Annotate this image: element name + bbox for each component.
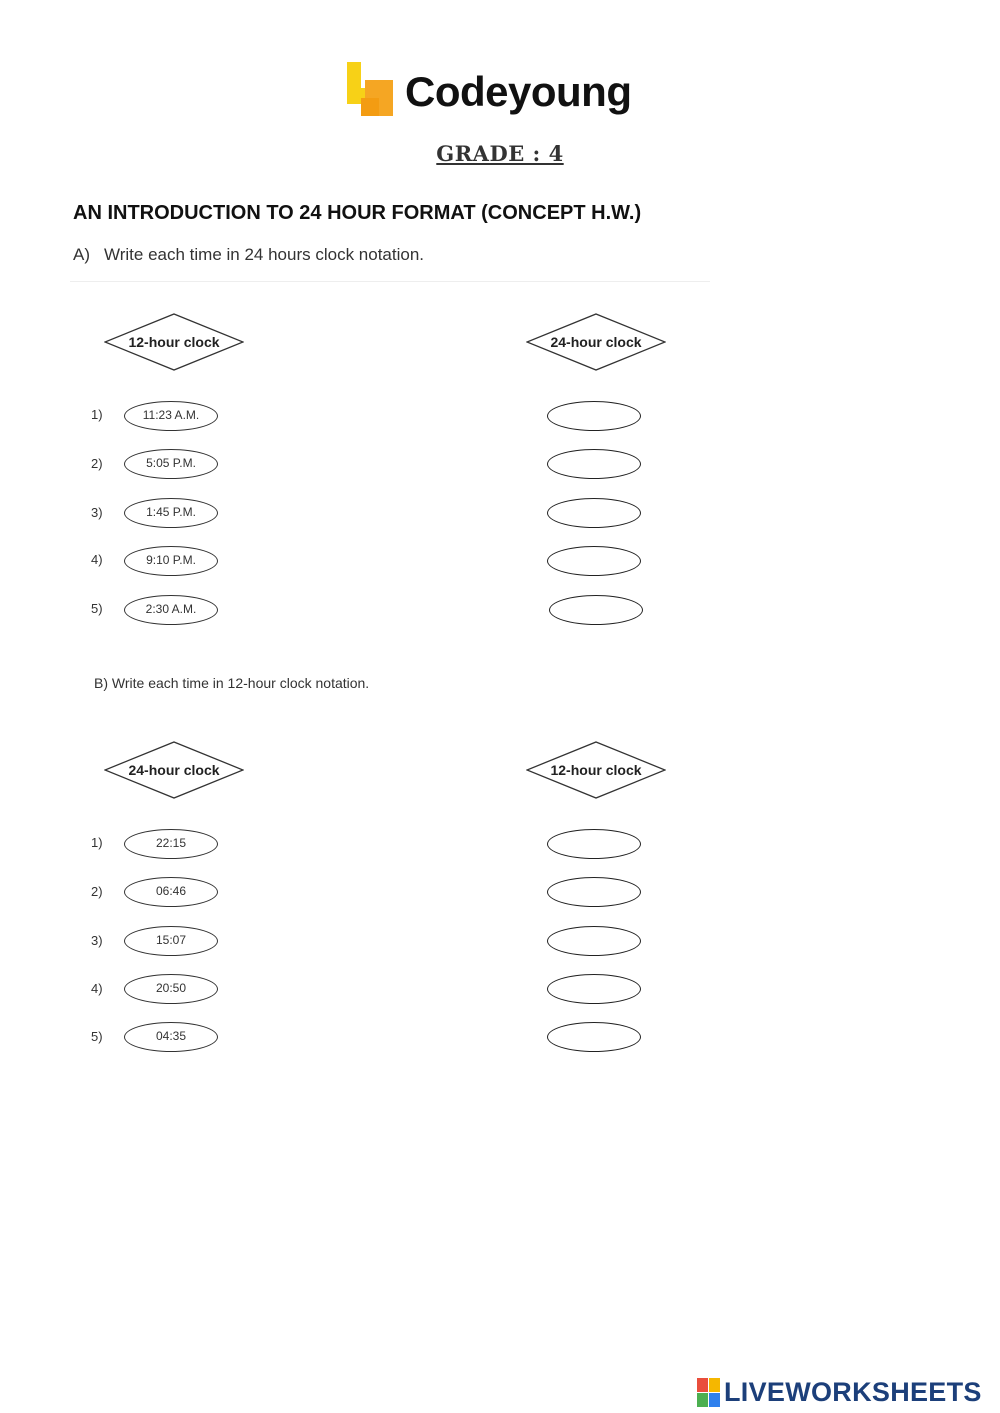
answer-field[interactable] <box>547 877 641 907</box>
given-time: 15:07 <box>124 926 218 956</box>
section-b-right-header <box>526 741 666 799</box>
given-time: 2:30 A.M. <box>124 595 218 625</box>
logo-wordmark: Codeyoung <box>405 68 632 115</box>
row-number: 5) <box>91 1029 103 1044</box>
answer-field[interactable] <box>547 829 641 859</box>
answer-field[interactable] <box>549 595 643 625</box>
codeyoung-logo-icon <box>343 62 397 118</box>
liveworksheets-logo-icon <box>697 1378 721 1408</box>
row-number: 3) <box>91 933 103 948</box>
given-time: 20:50 <box>124 974 218 1004</box>
section-b-instruction: B) Write each time in 12-hour clock notation. <box>94 675 370 691</box>
row-number: 4) <box>91 981 103 996</box>
given-time: 5:05 P.M. <box>124 449 218 479</box>
given-time: 06:46 <box>124 877 218 907</box>
divider <box>70 281 710 282</box>
footer-brand: LIVEWORKSHEETS <box>724 1377 982 1407</box>
row-number: 4) <box>91 552 103 567</box>
row-number: 3) <box>91 505 103 520</box>
given-time: 04:35 <box>124 1022 218 1052</box>
section-b-right-header-label: 12-hour clock <box>550 762 642 778</box>
given-time: 22:15 <box>124 829 218 859</box>
answer-field[interactable] <box>547 1022 641 1052</box>
section-a-marker: A) <box>73 245 90 264</box>
section-a-left-header <box>104 313 244 371</box>
answer-field[interactable] <box>547 498 641 528</box>
section-b-left-header <box>104 741 244 799</box>
answer-field[interactable] <box>547 974 641 1004</box>
given-time: 9:10 P.M. <box>124 546 218 576</box>
row-number: 5) <box>91 601 103 616</box>
answer-field[interactable] <box>547 449 641 479</box>
given-time: 11:23 A.M. <box>124 401 218 431</box>
page-title: AN INTRODUCTION TO 24 HOUR FORMAT (CONCEPT H.W.) <box>73 202 642 224</box>
given-time: 1:45 P.M. <box>124 498 218 528</box>
answer-field[interactable] <box>547 401 641 431</box>
row-number: 1) <box>91 835 103 850</box>
section-a-right-header <box>526 313 666 371</box>
answer-field[interactable] <box>547 546 641 576</box>
section-a-left-header-label: 12-hour clock <box>128 334 220 350</box>
section-a-right-header-label: 24-hour clock <box>550 334 642 350</box>
answer-field[interactable] <box>547 926 641 956</box>
grade-heading: GRADE : 4 <box>436 141 564 166</box>
row-number: 2) <box>91 456 103 471</box>
section-a-instruction: Write each time in 24 hours clock notation. <box>104 245 425 264</box>
section-b-left-header-label: 24-hour clock <box>128 762 220 778</box>
row-number: 1) <box>91 407 103 422</box>
row-number: 2) <box>91 884 103 899</box>
